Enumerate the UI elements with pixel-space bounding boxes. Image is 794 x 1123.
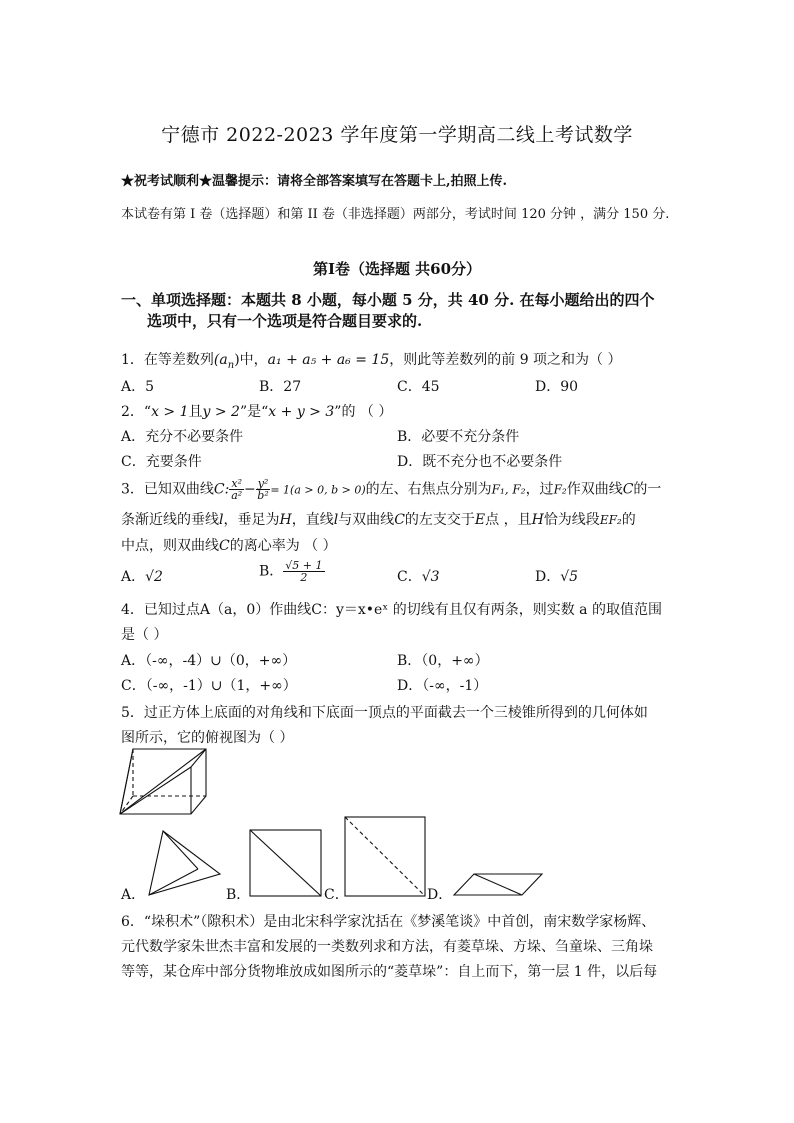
q3-c3: C (394, 512, 405, 528)
q3-frac-x (229, 478, 244, 501)
q3-point-e: E (474, 512, 486, 528)
q5-option-c-label: C． (324, 887, 349, 903)
exam-intro: 本试卷有第 I 卷（选择题）和第 II 卷（非选择题）两部分，考试时间 120 分钟 ，满分 150 分. (121, 207, 670, 222)
q3-option-b-num: √5 + 1 (285, 559, 323, 572)
q1-text-a: 1．在等差数列 (121, 352, 214, 368)
q3-point-h-2: H (531, 512, 544, 528)
q3-frac-x-num: x² (231, 477, 242, 490)
q1-option-c: C．45 (397, 379, 440, 395)
question-6-line-3: 等等，某仓库中部分货物堆放成如图所示的“菱草垛”：自上而下，第一层 1 件，以后每 (121, 964, 658, 980)
question-3-line-3 (121, 535, 337, 555)
view-c-dashed-diagonal (345, 817, 425, 896)
q4-option-d: D．（-∞，-1） (397, 678, 488, 694)
view-a-inner-line (163, 831, 198, 869)
q3-option-c-value: √3 (421, 569, 440, 585)
q5-option-a-view (146, 829, 224, 897)
q5-option-a-label: A． (121, 887, 146, 903)
q4-option-c: C．（-∞，-1）∪（1，+∞） (121, 678, 297, 694)
volume-title: 第I卷（选择题 共60分） (312, 260, 482, 278)
q5-option-b-label: B． (226, 887, 251, 903)
q3-frac-x-den: a² (231, 489, 243, 502)
q3-c2: C (622, 481, 634, 498)
q2-option-b: B．必要不充分条件 (397, 429, 520, 445)
q3-option-b-frac (283, 560, 324, 583)
q3-frac-y (256, 478, 271, 501)
q3-text-i: 与双曲线 (338, 512, 395, 528)
q3-point-h: H (279, 512, 292, 528)
q1-option-b: B．27 (259, 379, 302, 395)
q1-seq-symbol: (a (213, 352, 228, 368)
q3-frac-y-num: y² (257, 477, 269, 490)
question-2-stem (121, 401, 392, 421)
q3-text-h: ，直线 (291, 512, 334, 528)
solid-figure-diagram (118, 746, 210, 818)
q5-option-b-view (248, 828, 324, 898)
q3-option-d-label: D． (535, 569, 561, 585)
section-line-1: 一、单项选择题：本题共 8 小题，每小题 5 分，共 40 分. 在每小题给出的四个 (121, 291, 655, 309)
q5-option-c-view (343, 815, 427, 898)
view-d-diagonal (474, 874, 522, 895)
q3-option-d (535, 566, 578, 586)
q3-f2: F₂ (553, 482, 567, 497)
q4-option-b: B．（0，+∞） (397, 653, 489, 669)
question-5-line-1: 5．过正方体上底面的对角线和下底面一顶点的平面截去一个三棱锥所得到的几何体如 (121, 705, 648, 721)
q3-text-a: 3．已知双曲线 (121, 481, 214, 498)
q3-option-c (397, 566, 440, 586)
q1-sequence (213, 352, 235, 371)
q2-cond-1: x > 1 (151, 404, 189, 420)
question-3-line-1: 3．已知双曲线C: $\frac{\text{x²}}{\text{a²}}$ − $\frac{\text{y²}}{\text{b²}}$ = 1(a > 0, b > 0)的左、右焦点分别为F₁, F₂，过F₂作双曲线C的一 (121, 477, 662, 502)
q3-text-f: 条渐近线的垂线 (121, 512, 219, 528)
q3-curve-name: C (213, 481, 225, 498)
q3-text-o: 的离心率为 （ ） (229, 538, 337, 554)
q3-text-e: 的一 (633, 481, 662, 498)
q3-line-l: l (219, 512, 224, 528)
q3-text-l: 恰为线段 (543, 512, 600, 528)
q1-text-c: ，则此等差数列的前 9 项之和为（ ） (389, 352, 622, 368)
q2-cond-3: x + y > 3 (268, 404, 335, 420)
q3-option-a-value: √2 (145, 569, 163, 585)
q3-option-a-label: A． (121, 569, 146, 585)
section-heading (121, 290, 681, 332)
q3-frac-y-den: b² (257, 489, 269, 502)
q4-option-a: A．（-∞，-4）∪（0，+∞） (121, 653, 297, 669)
q3-segment-ef: EF₂ (599, 513, 622, 527)
q1-seq-subscript: n (227, 359, 235, 371)
question-1-stem (121, 349, 622, 371)
q3-text-c: ，过 (525, 481, 554, 498)
q2-option-c: C．充要条件 (121, 454, 202, 470)
q3-line-l-2: l (333, 512, 339, 528)
q3-text-k: 点 ，且 (485, 512, 532, 528)
solid-cut-edge (120, 767, 191, 814)
q2-text-b: 且 (188, 404, 203, 420)
q2-text-c: ”是“ (239, 404, 269, 420)
q5-option-d-label: D． (427, 887, 453, 903)
q3-eq-rest: = 1(a > 0, b > 0) (270, 483, 366, 497)
q3-text-n: 中点，则双曲线 (121, 538, 219, 554)
q3-c4: C (219, 538, 230, 554)
q1-option-a: A．5 (121, 379, 155, 395)
q3-option-b (259, 560, 325, 583)
exam-title: 宁德市 2022-2023 学年度第一学期高二线上考试数学 (161, 124, 633, 146)
q2-text-a: 2．“ (121, 404, 152, 420)
notice-text: ★祝考试顺利★温馨提示：请将全部答案填写在答题卡上,拍照上传. (121, 174, 508, 189)
q2-cond-2: y > 2 (202, 404, 240, 420)
q2-text-d: ”的 （ ） (334, 404, 393, 420)
question-5-line-2: 图所示，它的俯视图为（ ） (121, 730, 294, 746)
q3-foci: F₁, F₂ (491, 482, 526, 497)
q3-option-c-label: C． (397, 569, 422, 585)
q3-text-j: 的左支交于 (404, 512, 475, 528)
q5-option-d-view (452, 872, 544, 897)
question-3-line-2 (121, 509, 636, 529)
question-6-line-1: 6．“垛积术”（隙积术）是由北宋科学家沈括在《梦溪笔谈》中首创，南宋数学家杨辉、 (121, 914, 656, 930)
q3-option-d-value: √5 (560, 569, 579, 585)
question-4-line-1: 4．已知过点A（a，0）作曲线C：y＝x•eˣ 的切线有且仅有两条，则实数 a 的取值范围 (121, 602, 662, 618)
q2-option-d: D．既不充分也不必要条件 (397, 454, 563, 470)
q1-formula: a₁ + a₅ + a₆ = 15 (267, 352, 390, 368)
view-a-inner-line-2 (149, 869, 198, 895)
view-b-diagonal (250, 830, 321, 896)
section-line-2: 选项中，只有一个选项是符合题目要求的. (147, 312, 423, 330)
q3-text-g: ，垂足为 (223, 512, 280, 528)
view-a-triangle (149, 831, 220, 895)
question-6-line-2: 元代数学家朱世杰丰富和发展的一类数列求和方法，有菱草垛、方垛、刍童垛、三角垛 (121, 939, 653, 955)
q3-text-d: 作双曲线 (566, 481, 623, 498)
q3-option-b-den: 2 (300, 571, 308, 584)
q3-option-b-label: B． (259, 563, 284, 580)
q1-option-d: D．90 (535, 379, 579, 395)
q2-option-a: A．充分不必要条件 (121, 429, 244, 445)
q3-text-b: 的左、右焦点分别为 (365, 481, 492, 498)
question-4-line-2: 是（ ） (121, 627, 168, 643)
q3-text-m: 的 (621, 512, 636, 528)
q1-text-b: )中， (234, 352, 268, 368)
q3-option-a (121, 566, 163, 586)
